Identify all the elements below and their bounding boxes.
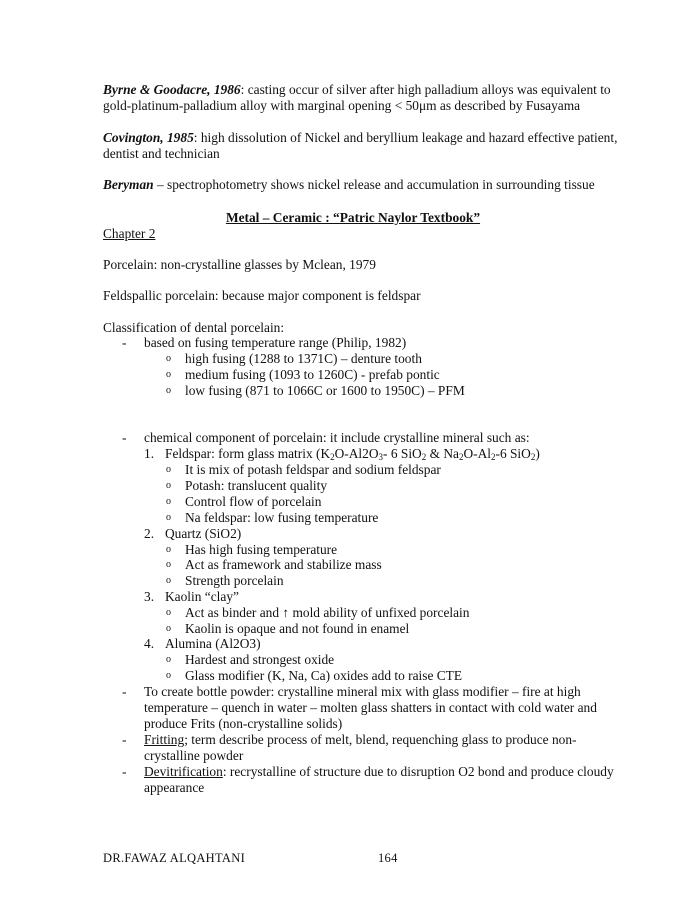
fritting-text: Fritting; term describe process of melt, blend, requenching glass to produce non-crystalline powder bbox=[144, 732, 577, 763]
dash-marker: - bbox=[122, 430, 127, 445]
circle-bullet-icon: o bbox=[166, 559, 171, 570]
section-heading: Metal – Ceramic : “Patric Naylor Textbook” bbox=[225, 210, 481, 225]
circle-bullet-icon: o bbox=[166, 607, 171, 618]
circle-bullet-icon: o bbox=[166, 369, 171, 380]
reference-text: – spectrophotometry shows nickel release and accumulation in surrounding tissue bbox=[153, 177, 595, 192]
circle-bullet-icon: o bbox=[166, 623, 171, 634]
circle-bullet-icon: o bbox=[166, 544, 171, 555]
circle-bullet-icon: o bbox=[166, 464, 171, 475]
chapter-label: Chapter 2 bbox=[103, 226, 156, 241]
circle-bullet-icon: o bbox=[166, 480, 171, 491]
classification-title: Classification of dental porcelain: bbox=[103, 320, 285, 335]
bottle-powder-text: To create bottle powder: crystalline mineral mix with glass modifier – fire at high temperature – quench in water – molten glass shatters in contact with cold water and produce Frits (non-crystalline solids) bbox=[144, 684, 597, 731]
page-number: 164 bbox=[378, 851, 398, 865]
dash-marker: - bbox=[122, 335, 127, 350]
reference-author: Beryman bbox=[103, 177, 154, 192]
porcelain-definition: Porcelain: non-crystalline glasses by Mclean, 1979 bbox=[103, 257, 376, 272]
reference-text: : casting occur of silver after high palladium alloys was equivalent to gold-platinum-palladium alloy with marginal opening < 50μm as described by Fusayama bbox=[103, 82, 611, 113]
reference-text: : high dissolution of Nickel and beryllium leakage and hazard effective patient, dentist and technician bbox=[103, 130, 618, 161]
circle-bullet-icon: o bbox=[166, 353, 171, 364]
dash-marker: - bbox=[122, 684, 127, 699]
devitrification-text: Devitrification: recrystalline of structure due to disruption O2 bond and produce cloudy appearance bbox=[144, 764, 614, 795]
reference-beryman bbox=[103, 177, 623, 193]
circle-bullet-icon: o bbox=[166, 654, 171, 665]
chemical-component-title: chemical component of porcelain: it include crystalline mineral such as: bbox=[144, 430, 530, 445]
circle-bullet-icon: o bbox=[166, 512, 171, 523]
circle-bullet-icon: o bbox=[166, 496, 171, 507]
reference-author: Byrne & Goodacre, 1986 bbox=[103, 82, 241, 97]
circle-bullet-icon: o bbox=[166, 385, 171, 396]
feldspathic-definition: Feldspallic porcelain: because major component is feldspar bbox=[103, 288, 421, 303]
reference-byrne bbox=[103, 82, 623, 114]
reference-covington bbox=[103, 130, 623, 162]
dash-marker: - bbox=[122, 764, 127, 779]
document-page: Byrne & Goodacre, 1986: casting occur of silver after high palladium alloys was equivalent to gold-platinum-palladium alloy with marginal opening < 50μm as described by Fusayama Covington, 1985: high dissolution of Nickel and beryllium leakage and hazard effective patient, dentist and technician Beryman – spectrophotometry shows nickel release and accumulation in surrounding tissue Metal – Ceramic : “Patric Naylor Textbook” Chapter 2 Porcelain: non-crystalline glasses by Mclean, 1979 Feldspallic porcelain: because major component is feldspar Classification of dental porcelain: - based on fusing temperature range (Philip, 1982) o high fusing (1288 to 1371C) – denture tooth o medium fusing (1093 to 1260C) - prefab pontic o low fusing (871 to 1066C or 1600 to 1950C) – PFM - chemical component of porcelain: it include crystalline mineral such as: 1. Feldspar: form glass matrix ($K_2O-Al2O_3-$ 6 SiO$_2$ & $Na_2O-Al_2-6$ SiO$_2$) o It is mix of potash feldspar and sodium feldspar o Potash: translucent quality o Control flow of porcelain o Na feldspar: low fusing temperature 2. Quartz (SiO2) o Has high fusing temperature o Act as framework and stabilize mass o Strength porcelain 3. Kaolin “clay” o Act as binder and ↑ mold ability of unfixed porcelain o Kaolin is opaque and not found in enamel 4. Alumina (Al2O3) o Hardest and strongest oxide o Glass modifier (K, Na, Ca) oxides add to raise CTE - To create bottle powder: crystalline mineral mix with glass modifier – fire at high temperature – quench in water – molten glass shatters in contact with cold water and produce Frits (non-crystalline solids) - Fritting; term describe process of melt, blend, requenching glass to produce non-crystalline powder - Devitrification: recrystalline of structure due to disruption O2 bond and produce cloudy appearance DR.FAWAZ ALQAHTANI 164 bbox=[0, 0, 700, 905]
circle-bullet-icon: o bbox=[166, 670, 171, 681]
circle-bullet-icon: o bbox=[166, 575, 171, 586]
feldspar-title: Feldspar: form glass matrix ($K_2O-Al2O_3-$ 6 SiO$_2$ & $Na_2O-Al_2-6$ SiO$_2$) bbox=[165, 446, 540, 462]
reference-author: Covington, 1985 bbox=[103, 130, 194, 145]
fritting-term: Fritting bbox=[144, 732, 185, 747]
fusing-range-title: based on fusing temperature range (Philip, 1982) bbox=[144, 335, 407, 350]
dash-marker: - bbox=[122, 732, 127, 747]
devitrification-term: Devitrification bbox=[144, 764, 223, 779]
footer-author: DR.FAWAZ ALQAHTANI bbox=[103, 851, 246, 865]
